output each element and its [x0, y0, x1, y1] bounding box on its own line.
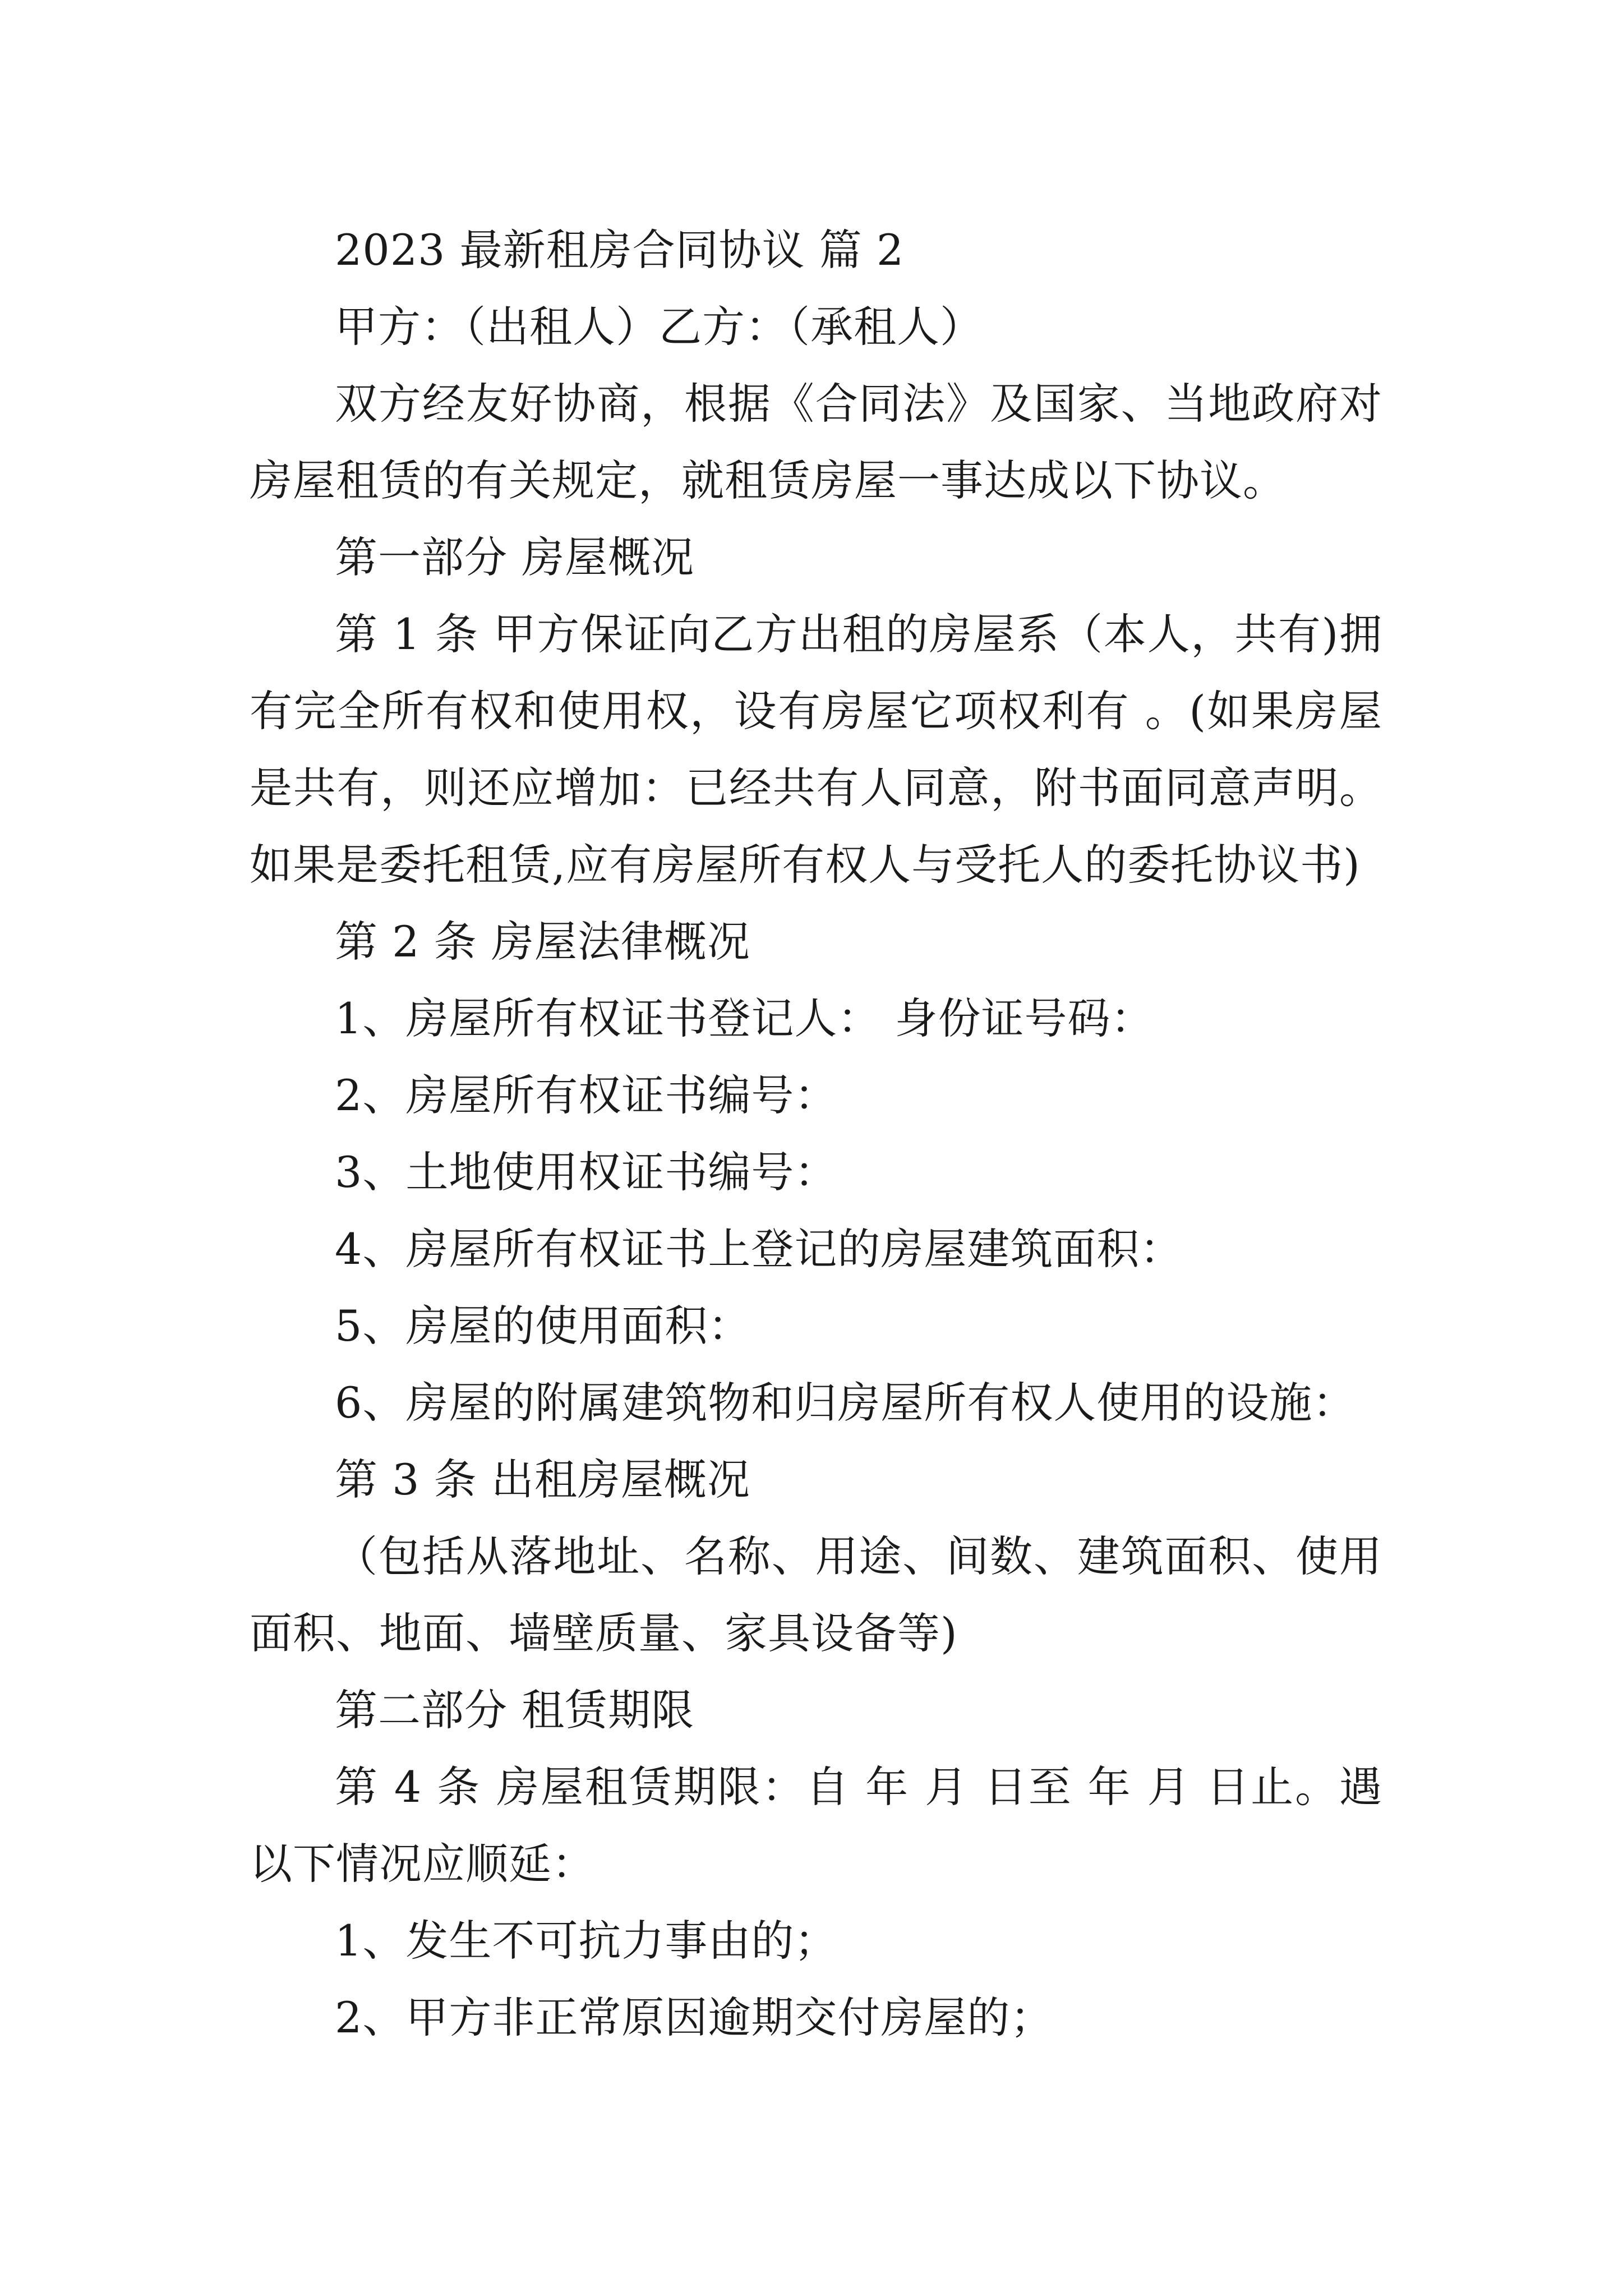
list-item: 3、土地使用权证书编号：: [335, 1147, 838, 1197]
list-item: 2、甲方非正常原因逾期交付房屋的；: [335, 1993, 1054, 2042]
preamble-paragraph: 双方经友好协商，根据《合同法》及国家、当地政府对房屋租赁的有关规定，就租赁房屋一事达成以下协议。: [250, 379, 1382, 505]
list-item: 6、房屋的附属建筑物和归房屋所有权人使用的设施：: [335, 1378, 1356, 1428]
article-paragraph: 第 4 条 房屋租赁期限：自 年 月 日至 年 月 日止。遇以下情况应顺延：: [250, 1762, 1382, 1889]
section-heading: 第二部分 租赁期限: [335, 1685, 695, 1735]
list-item: 2、房屋所有权证书编号：: [335, 1070, 838, 1120]
list-item: 5、房屋的使用面积：: [335, 1301, 751, 1351]
document-title: 2023 最新租房合同协议 篇 2: [335, 225, 905, 275]
document-body: [250, 211, 1382, 2056]
article-paragraph: 第 1 条 甲方保证向乙方出租的房屋系（本人，共有)拥有完全所有权和使用权，设有房屋它项权利有 。(如果房屋是共有，则还应增加：已经共有人同意，附书面同意声明。如果是委托租赁,应有房屋所有权人与受托人的委托协议书): [250, 609, 1382, 890]
section-heading: 第一部分 房屋概况: [335, 532, 695, 582]
list-item: 4、房屋所有权证书上登记的房屋建筑面积：: [335, 1224, 1183, 1274]
article-heading: 第 2 条 房屋法律概况: [335, 917, 750, 967]
list-item: 1、房屋所有权证书登记人： 身份证号码：: [335, 993, 1154, 1043]
parties-line: 甲方：（出租人）乙方：（承租人）: [335, 302, 983, 352]
article-heading: 第 3 条 出租房屋概况: [335, 1455, 750, 1504]
list-item: 1、发生不可抗力事由的；: [335, 1916, 838, 1966]
article-paragraph: （包括从落地址、名称、用途、间数、建筑面积、使用面积、地面、墙壁质量、家具设备等): [250, 1531, 1382, 1658]
